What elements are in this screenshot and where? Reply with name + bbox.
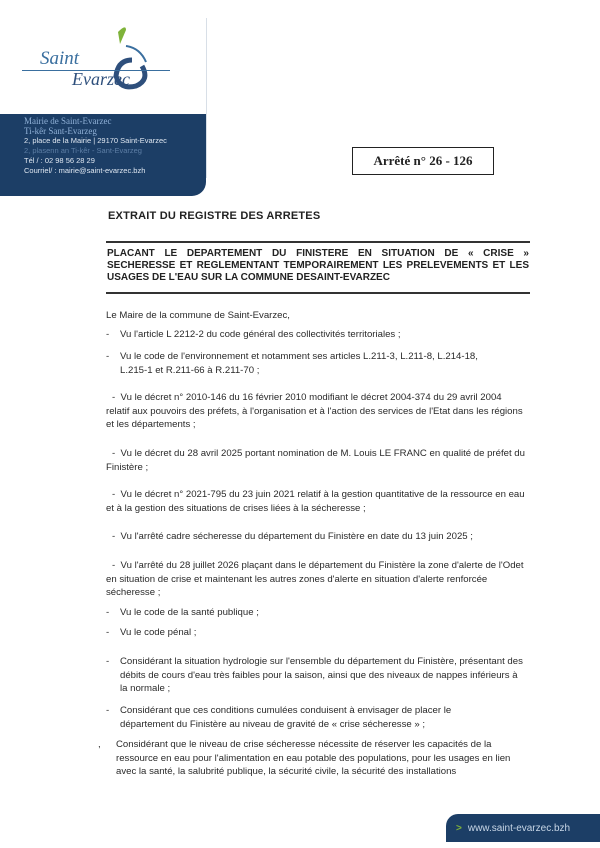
item-text: Considérant que le niveau de crise sécheresse nécessite de réserver les capacités de la ressource en eau pour l'alimentation en eau potable des populations, pour les usages en lien avec la santé, la salubrité publique, la sécurité civile, la sécurité des installations xyxy=(116,739,511,777)
bullet: - xyxy=(106,607,110,618)
email: Courriel/ : mairie@saint-evarzec.bzh xyxy=(24,166,146,175)
website-footer xyxy=(446,814,600,842)
divider-bottom xyxy=(106,292,530,294)
mairie-name: Mairie de Saint-Evarzec xyxy=(24,116,112,126)
logo-text-saint: Saint xyxy=(40,48,80,69)
list-item xyxy=(106,447,526,474)
arrow-icon: > xyxy=(456,822,462,834)
bullet: - xyxy=(112,531,116,542)
address: 2, place de la Mairie | 29170 Saint-Evarzec xyxy=(24,136,167,145)
divider-top xyxy=(106,241,530,243)
list-item xyxy=(106,626,526,640)
list-item xyxy=(106,328,526,342)
address-breton: 2, plasenn an Ti-kêr - Sant-Evarzeg xyxy=(24,146,142,155)
intro-line: Le Maire de la commune de Saint-Evarzec, xyxy=(106,310,290,321)
list-item xyxy=(106,530,526,544)
item-text: Vu le code de l'environnement et notamment ses articles L.211-3, L.211-8, L.214-18, L.215-1 et R.211-66 à R.211-70 ; xyxy=(120,351,478,376)
item-text: Vu le décret n° 2021-795 du 23 juin 2021 relatif à la gestion quantitative de la ressource en eau et à la gestion des situations de crises liées à la sécheresse ; xyxy=(106,489,525,514)
logo xyxy=(0,18,206,98)
arrete-number: Arrêté n° 26 - 126 xyxy=(352,147,494,175)
bullet: - xyxy=(106,351,110,362)
item-text: Vu l'article L 2212-2 du code général des collectivités territoriales ; xyxy=(120,329,401,340)
decree-subject: PLACANT LE DEPARTEMENT DU FINISTERE EN SITUATION DE « CRISE » SECHERESSE ET REGLEMENTANT TEMPORAIREMENT LES PRELEVEMENTS ET LES USAGES DE L'EAU SUR LA COMMUNE DESAINT-EVARZEC xyxy=(107,248,529,283)
item-text: Vu l'arrêté cadre sécheresse du département du Finistère en date du 13 juin 2025 ; xyxy=(120,531,473,542)
header-block xyxy=(0,18,207,178)
contact-panel xyxy=(0,114,206,196)
bullet: - xyxy=(106,656,110,667)
phone: Tél / : 02 98 56 28 29 xyxy=(24,156,95,165)
mairie-name-breton: Ti-kêr Sant-Evarzeg xyxy=(24,126,97,136)
list-item xyxy=(106,606,526,620)
bullet: - xyxy=(112,560,116,571)
bullet: - xyxy=(106,627,110,638)
bullet: - xyxy=(106,705,110,716)
bullet: , xyxy=(98,739,101,750)
item-text: Vu le décret n° 2010-146 du 16 février 2010 modifiant le décret 2004-374 du 29 avril 2004 relatif aux pouvoirs des préfets, à l'organisation et à l'action des services de l'Etat dans les régions et les départements ; xyxy=(106,392,523,430)
list-item xyxy=(98,738,526,779)
bullet: - xyxy=(112,489,116,500)
website-link[interactable]: www.saint-evarzec.bzh xyxy=(467,822,571,834)
bullet: - xyxy=(106,329,110,340)
list-item xyxy=(106,350,526,377)
bullet: - xyxy=(112,448,116,459)
item-text: Vu le code de la santé publique ; xyxy=(120,607,259,618)
bullet: - xyxy=(112,392,116,403)
item-text: Vu le décret du 28 avril 2025 portant nomination de M. Louis LE FRANC en qualité de préfet du Finistère ; xyxy=(106,448,525,473)
list-item xyxy=(106,704,526,731)
item-text: Considérant que ces conditions cumulées conduisent à envisager de placer le département du Finistère au niveau de gravité de « crise sécheresse » ; xyxy=(120,705,452,730)
item-text: Considérant la situation hydrologie sur l'ensemble du département du Finistère, présentant des débits de cours d'eau très faibles pour la saison, ainsi que des niveaux de nappes inférieurs à la normale ; xyxy=(120,656,523,694)
item-text: Vu l'arrêté du 28 juillet 2026 plaçant dans le département du Finistère la zone d'alerte de l'Odet en situation de crise et maintenant les autres zones d'alerte en situation d'alerte renforcée sécheresse ; xyxy=(106,560,524,598)
register-extract-title: EXTRAIT DU REGISTRE DES ARRETES xyxy=(108,210,321,222)
list-item xyxy=(106,391,526,432)
logo-text-evarzec: Evarzec xyxy=(72,69,130,89)
item-text: Vu le code pénal ; xyxy=(120,627,197,638)
list-item xyxy=(106,488,526,515)
list-item xyxy=(106,655,526,696)
list-item xyxy=(106,559,526,600)
